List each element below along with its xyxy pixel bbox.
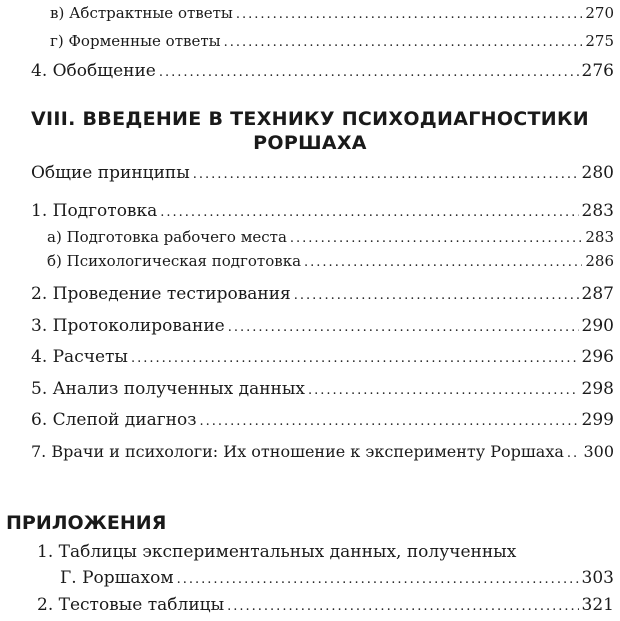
toc-entry[interactable] <box>31 200 614 224</box>
toc-entry-page: 276 <box>581 61 614 81</box>
toc-entry-page: 300 <box>583 442 614 461</box>
toc-entry[interactable] <box>31 283 614 307</box>
dot-leader <box>224 32 583 54</box>
toc-entry-title-line1[interactable]: 1. Таблицы экспериментальных данных, полученных <box>37 542 517 562</box>
toc-entry[interactable] <box>31 441 614 465</box>
toc-entry-page: 321 <box>581 595 614 615</box>
toc-entry-title: 5. Анализ полученных данных <box>31 379 306 399</box>
chapter-heading <box>0 107 620 155</box>
dot-leader <box>160 202 578 224</box>
dot-leader <box>131 348 579 370</box>
toc-entry-title: Г. Роршахом <box>60 568 174 588</box>
dot-leader <box>193 164 579 186</box>
toc-entry-page: 283 <box>585 228 614 246</box>
toc-entry[interactable] <box>47 226 614 250</box>
appendices-heading: ПРИЛОЖЕНИЯ <box>6 512 167 534</box>
dot-leader <box>308 380 579 402</box>
toc-entry[interactable] <box>47 250 614 274</box>
dot-leader <box>294 285 579 307</box>
chapter-heading-line1: VIII. ВВЕДЕНИЕ В ТЕХНИКУ ПСИХОДИАГНОСТИКИ <box>30 108 590 130</box>
toc-entry[interactable] <box>31 409 614 433</box>
toc-entry-title: 4. Обобщение <box>31 61 156 81</box>
dot-leader <box>236 4 583 26</box>
dot-leader <box>159 62 579 84</box>
toc-entry[interactable] <box>31 346 614 370</box>
chapter-heading-line2: РОРШАХА <box>253 132 367 154</box>
toc-entry-title: б) Психологическая подготовка <box>47 252 302 270</box>
toc-entry[interactable] <box>50 30 614 54</box>
toc-entry-title: 2. Тестовые таблицы <box>37 595 225 615</box>
toc-entry-title: 3. Протоколирование <box>31 316 225 336</box>
toc-entry-title: 1. Подготовка <box>31 201 158 221</box>
toc-entry-page: 296 <box>581 347 614 367</box>
toc-entry-page: 299 <box>581 410 614 430</box>
toc-entry[interactable] <box>60 567 614 591</box>
toc-entry-title: 7. Врачи и психологи: Их отношение к эксперименту Роршаха <box>31 442 564 461</box>
dot-leader <box>304 252 582 274</box>
toc-entry[interactable] <box>31 162 614 186</box>
toc-entry-title: 2. Проведение тестирования <box>31 284 291 304</box>
toc-entry-title: а) Подготовка рабочего места <box>47 228 287 246</box>
toc-entry-page: 283 <box>581 201 614 221</box>
toc-entry-page: 275 <box>585 32 614 50</box>
toc-entry-page: 303 <box>581 568 614 588</box>
dot-leader <box>177 569 579 591</box>
toc-entry-page: 290 <box>581 316 614 336</box>
toc-entry[interactable] <box>31 315 614 339</box>
dot-leader <box>567 443 581 465</box>
toc-entry-page: 280 <box>581 163 614 183</box>
toc-entry[interactable] <box>37 594 614 618</box>
dot-leader <box>228 317 579 339</box>
toc-entry-page: 298 <box>581 379 614 399</box>
toc-entry-title: г) Форменные ответы <box>50 32 221 50</box>
toc-entry[interactable] <box>31 60 614 84</box>
toc-entry-title: в) Абстрактные ответы <box>50 4 233 22</box>
toc-entry-page: 286 <box>585 252 614 270</box>
dot-leader <box>290 228 582 250</box>
toc-entry-title: 6. Слепой диагноз <box>31 410 197 430</box>
toc-entry-title: Общие принципы <box>31 163 190 183</box>
dot-leader <box>227 596 578 618</box>
toc-entry-title: 4. Расчеты <box>31 347 128 367</box>
dot-leader <box>199 411 578 433</box>
toc-entry[interactable] <box>31 378 614 402</box>
toc-entry[interactable] <box>50 2 614 26</box>
toc-entry-page: 270 <box>585 4 614 22</box>
toc-entry-page: 287 <box>581 284 614 304</box>
